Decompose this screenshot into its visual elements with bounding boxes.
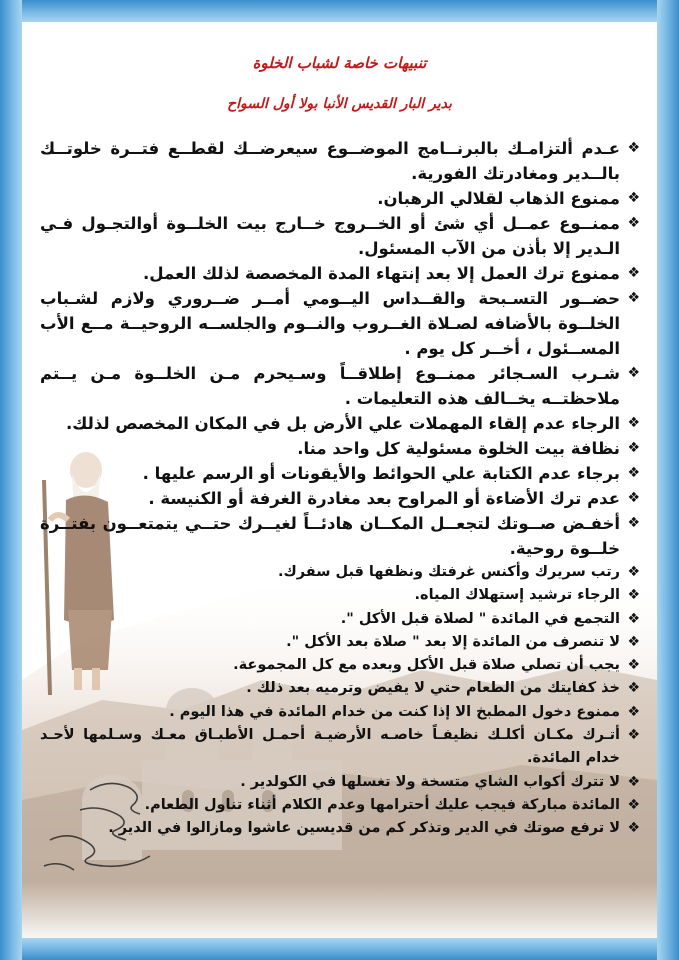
frame-left xyxy=(0,0,22,960)
list-item-text: أتـرك مكـان أكلـك نظيفـاً خاصـه الأرضيـة أحمـل الأطبـاق معـك وسـلمها لأحـد خدام المائدة. xyxy=(40,727,620,767)
diamond-bullet-icon: ❖ xyxy=(627,440,640,456)
diamond-bullet-icon: ❖ xyxy=(627,415,640,431)
list-item xyxy=(40,511,640,561)
diamond-bullet-icon: ❖ xyxy=(627,657,640,674)
diamond-bullet-icon: ❖ xyxy=(627,215,640,231)
list-item-text: برجاء عدم الكتابة علي الحوائط والأيقونات أو الرسم عليها . xyxy=(142,464,620,483)
diamond-bullet-icon: ❖ xyxy=(627,703,640,720)
diamond-bullet-icon: ❖ xyxy=(627,820,640,837)
diamond-bullet-icon: ❖ xyxy=(627,610,640,627)
diamond-bullet-icon: ❖ xyxy=(627,680,640,697)
list-item-text: ممنوع دخول المطبخ الا إذا كنت من خدام المائدة في هذا اليوم . xyxy=(169,703,620,720)
list-item xyxy=(40,701,640,724)
diamond-bullet-icon: ❖ xyxy=(627,190,640,206)
diamond-bullet-icon: ❖ xyxy=(627,140,640,156)
diamond-bullet-icon: ❖ xyxy=(627,265,640,281)
list-item-text: حضــور التسـبحة والقــداس اليــومي أمــر ضــروري ولازم لشـباب الخلــوة بالأضافه لصـلاة الغــروب والنــوم والجلســه الروحيــة مــع الأب المســئول ، أخــر كل يوم . xyxy=(40,289,620,358)
list-item xyxy=(40,211,640,261)
list-item xyxy=(40,186,640,211)
list-item xyxy=(40,436,640,461)
list-item-text: أخفـض صــوتك لتجعــل المكــان هادئــاً لغيــرك حتــي يتمتعــون بفتــرة خلــوة روحية. xyxy=(40,514,620,558)
list-item xyxy=(40,461,640,486)
list-item xyxy=(40,794,640,817)
frame-right xyxy=(657,0,679,960)
list-item xyxy=(40,361,640,411)
instructions-list xyxy=(40,136,640,841)
diamond-bullet-icon: ❖ xyxy=(627,773,640,790)
diamond-bullet-icon: ❖ xyxy=(627,727,640,744)
list-item-text: ممنوع الذهاب لقلالي الرهبان. xyxy=(377,189,620,208)
list-item-text: لا تترك أكواب الشاي متسخة ولا تغسلها في الكولدير . xyxy=(240,773,620,790)
list-item-text: نظافة بيت الخلوة مسئولية كل واحد منا. xyxy=(297,439,620,458)
diamond-bullet-icon: ❖ xyxy=(627,796,640,813)
list-item-text: التجمع في المائدة " لصلاة قبل الأكل ". xyxy=(340,610,620,627)
list-item-text: المائدة مباركة فيجب عليك أحترامها وعدم الكلام أثناء تناول الطعام. xyxy=(144,796,620,813)
list-item xyxy=(40,486,640,511)
list-item-text: شـرب السـجائر ممنــوع إطلاقــاً وسـيحرم مـن الخلــوة مـن يــتم ملاحظتــه يخــالف هذه التعليمات . xyxy=(40,364,620,408)
list-item-text: عدم ترك الأضاءة أو المراوح بعد مغادرة الغرفة أو الكنيسة . xyxy=(148,489,620,508)
list-item xyxy=(40,608,640,631)
list-item xyxy=(40,631,640,654)
diamond-bullet-icon: ❖ xyxy=(627,515,640,531)
list-item xyxy=(40,817,640,840)
list-item xyxy=(40,136,640,186)
diamond-bullet-icon: ❖ xyxy=(627,587,640,604)
list-item-text: الرجاء عدم إلقاء المهملات علي الأرض بل في المكان المخصص لذلك. xyxy=(66,414,620,433)
list-item-text: لا تنصرف من المائدة إلا بعد " صلاة بعد الأكل ". xyxy=(286,633,620,650)
list-item-text: رتب سريرك وأكنس غرفتك ونظفها قبل سفرك. xyxy=(277,564,620,580)
list-item xyxy=(40,561,640,584)
diamond-bullet-icon: ❖ xyxy=(627,290,640,306)
diamond-bullet-icon: ❖ xyxy=(627,633,640,650)
list-item-text: لا ترفع صوتك في الدير وتذكر كم من قديسين عاشوا ومازالوا في الدير . xyxy=(108,820,620,837)
list-item xyxy=(40,771,640,794)
list-item xyxy=(40,724,640,771)
list-item xyxy=(40,261,640,286)
diamond-bullet-icon: ❖ xyxy=(627,564,640,580)
list-item-text: خذ كفايتك من الطعام حتي لا يفيض وترميه بعد ذلك . xyxy=(246,680,620,697)
list-item xyxy=(40,584,640,607)
document-title: تنبيهات خاصة لشباب الخلوة xyxy=(252,54,427,72)
list-item xyxy=(40,677,640,700)
document-subtitle: بدير البار القديس الأنبا بولا أول السواح xyxy=(227,96,452,112)
list-item xyxy=(40,411,640,436)
diamond-bullet-icon: ❖ xyxy=(627,365,640,381)
list-item xyxy=(40,654,640,677)
list-item-text: الرجاء ترشيد إستهلاك المياه. xyxy=(414,587,620,604)
frame-top xyxy=(0,0,679,22)
diamond-bullet-icon: ❖ xyxy=(627,465,640,481)
list-item xyxy=(40,286,640,361)
list-item-text: ممنوع ترك العمل إلا بعد إنتهاء المدة المخصصة لذلك العمل. xyxy=(143,264,620,283)
diamond-bullet-icon: ❖ xyxy=(627,490,640,506)
list-item-text: ممنــوع عمــل أي شئ أو الخــروج خــارج بيت الخلــوة أوالتجـول فـي الـدير إلا بأذن من الآب المسئول. xyxy=(40,214,620,258)
list-item-text: عـدم ألتزامـك بالبرنــامج الموضــوع سيعرضــك لقطــع فتــرة خلوتــك بالــدير ومغادرتك الفورية. xyxy=(40,139,620,183)
list-item-text: يجب أن تصلي صلاة قبل الأكل وبعده مع كل المجموعة. xyxy=(233,657,620,674)
frame-bottom xyxy=(0,938,679,960)
